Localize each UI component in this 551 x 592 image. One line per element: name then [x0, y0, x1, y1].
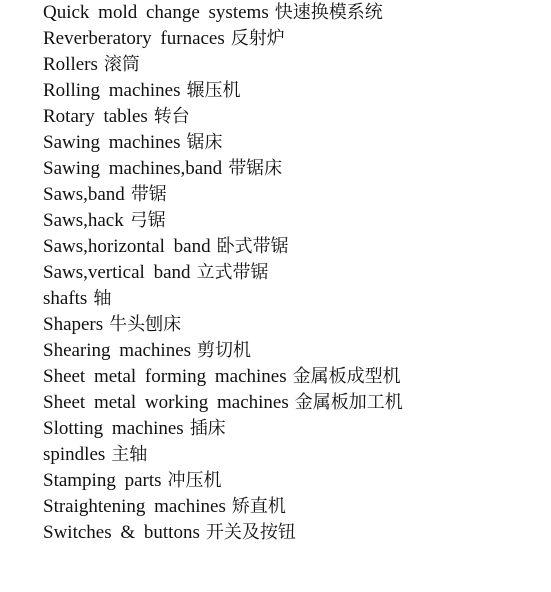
entry-chinese-term: 主轴 [111, 444, 148, 465]
glossary-entry [43, 182, 438, 208]
entry-english-term: Shearing machines [43, 340, 192, 361]
entry-english-term: Saws,band [43, 184, 125, 205]
glossary-entry [43, 78, 438, 104]
entry-english-term: Sheet metal forming machines [43, 366, 287, 387]
entry-chinese-term: 立式带锯 [196, 262, 269, 283]
entry-chinese-term: 弓锯 [129, 210, 166, 231]
glossary-entry [43, 312, 438, 338]
entry-chinese-term: 剪切机 [197, 340, 252, 361]
entry-english-term: Slotting machines [43, 418, 184, 439]
entry-chinese-term: 金属板成型机 [292, 366, 401, 387]
entry-chinese-term: 矫直机 [231, 496, 286, 517]
entry-english-term: Shapers [43, 314, 104, 335]
entry-chinese-term: 带锯床 [228, 158, 283, 179]
entry-english-term: Switches & buttons [43, 522, 200, 543]
entry-english-term: Sawing machines,band [43, 158, 223, 179]
entry-chinese-term: 快速换模系统 [274, 2, 383, 23]
glossary-list [43, 0, 438, 546]
glossary-entry [43, 520, 438, 546]
glossary-entry [43, 364, 438, 390]
glossary-entry [43, 494, 438, 520]
glossary-entry [43, 26, 438, 52]
entry-english-term: Rotary tables [43, 106, 148, 127]
entry-chinese-term: 反射炉 [230, 28, 285, 49]
glossary-entry [43, 208, 438, 234]
entry-chinese-term: 金属板加工机 [294, 392, 403, 413]
glossary-entry [43, 52, 438, 78]
entry-chinese-term: 锯床 [186, 132, 223, 153]
entry-chinese-term: 牛头刨床 [109, 314, 182, 335]
glossary-entry [43, 416, 438, 442]
glossary-entry [43, 442, 438, 468]
entry-english-term: Saws,hack [43, 210, 124, 231]
entry-english-term: spindles [43, 444, 106, 465]
glossary-entry [43, 104, 438, 130]
glossary-entry [43, 130, 438, 156]
glossary-entry [43, 390, 438, 416]
glossary-entry [43, 338, 438, 364]
entry-english-term: Reverberatory furnaces [43, 28, 225, 49]
glossary-entry [43, 468, 438, 494]
entry-chinese-term: 带锯 [130, 184, 167, 205]
entry-chinese-term: 卧式带锯 [216, 236, 289, 257]
entry-chinese-term: 滚筒 [103, 54, 140, 75]
entry-chinese-term: 辗压机 [186, 80, 241, 101]
entry-english-term: Rollers [43, 54, 98, 75]
entry-english-term: Sawing machines [43, 132, 181, 153]
entry-english-term: Saws,horizontal band [43, 236, 211, 257]
entry-english-term: Straightening machines [43, 496, 226, 517]
entry-english-term: Rolling machines [43, 80, 181, 101]
entry-english-term: shafts [43, 288, 88, 309]
glossary-entry [43, 234, 438, 260]
entry-english-term: Quick mold change systems [43, 2, 269, 23]
glossary-entry [43, 260, 438, 286]
entry-chinese-term: 开关及按钮 [205, 522, 296, 543]
glossary-entry [43, 0, 438, 26]
entry-chinese-term: 插床 [189, 418, 226, 439]
entry-english-term: Stamping parts [43, 470, 162, 491]
entry-chinese-term: 轴 [93, 288, 112, 309]
entry-english-term: Sheet metal working machines [43, 392, 289, 413]
glossary-entry [43, 286, 438, 312]
glossary-entry [43, 156, 438, 182]
entry-chinese-term: 转台 [153, 106, 190, 127]
entry-english-term: Saws,vertical band [43, 262, 191, 283]
entry-chinese-term: 冲压机 [167, 470, 222, 491]
